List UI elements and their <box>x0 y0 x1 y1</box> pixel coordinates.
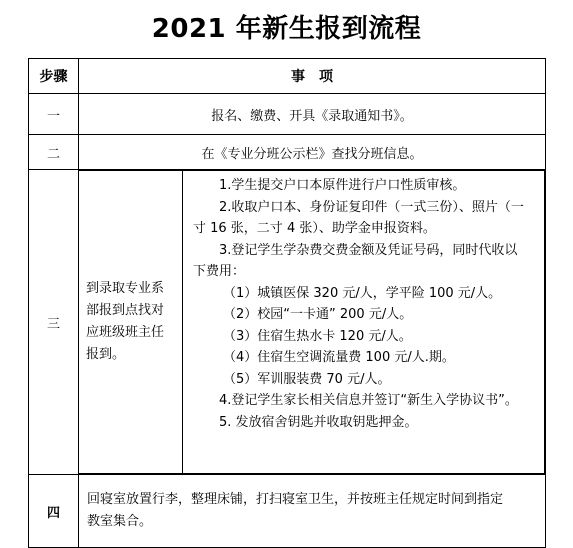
step-number: 三 <box>29 170 79 475</box>
item-line: 5. 发放宿舍钥匙并收取钥匙押金。 <box>219 414 418 430</box>
item-line: 3.登记学生学杂费交费金额及凭证号码，同时代收以 <box>219 242 518 258</box>
fee-line: （5）军训服装费 70 元/人。 <box>223 371 391 387</box>
location-line: 报到。 <box>86 347 126 362</box>
item-line: 1.学生提交户口本原件进行户口性质审核。 <box>219 178 466 193</box>
header-matter: 事 项 <box>79 59 546 94</box>
step-description: 报名、缴费、开具《录取通知书》。 <box>79 94 546 135</box>
step-number: 一 <box>29 94 79 135</box>
item-line: 下费用： <box>193 264 246 279</box>
step-location <box>79 171 183 474</box>
step-three-inner-table <box>79 170 545 474</box>
description-line: 教室集合。 <box>87 514 153 529</box>
table-row <box>29 475 546 548</box>
step-number: 二 <box>29 135 79 170</box>
table-header-row <box>29 59 546 94</box>
page-title: 2021 年新生报到流程 <box>151 14 422 44</box>
step-number: 四 <box>29 475 79 548</box>
step-detail-cell <box>79 170 546 475</box>
table-row <box>29 135 546 170</box>
fee-line: （1）城镇医保 320 元/人，学平险 100 元/人。 <box>223 285 502 301</box>
item-line: 寸 16 张，二寸 4 张）、助学金申报资料。 <box>193 221 436 236</box>
step-description: 在《专业分班公示栏》查找分班信息。 <box>79 135 546 170</box>
description-line: 回寝室放置行李，整理床铺，打扫寝室卫生，并按班主任规定时间到指定 <box>87 492 504 507</box>
item-line: 2.收取户口本、身份证复印件（一式三份）、照片（一 <box>219 199 524 215</box>
item-line: 4.登记学生家长相关信息并签订“新生入学协议书”。 <box>219 393 518 408</box>
header-step: 步骤 <box>29 59 79 94</box>
location-line: 到录取专业系 <box>86 281 165 296</box>
location-line: 应班级班主任 <box>86 325 165 340</box>
location-line: 部报到点找对 <box>86 303 165 318</box>
registration-flow-table <box>28 58 546 548</box>
fee-line: （2）校园“一卡通” 200 元/人。 <box>223 307 413 322</box>
table-row <box>29 94 546 135</box>
table-row <box>29 170 546 475</box>
step-items <box>183 171 545 474</box>
fee-line: （4）住宿生空调流量费 100 元/人.期。 <box>223 350 455 365</box>
step-description <box>79 475 546 548</box>
fee-line: （3）住宿生热水卡 120 元/人。 <box>223 328 412 344</box>
